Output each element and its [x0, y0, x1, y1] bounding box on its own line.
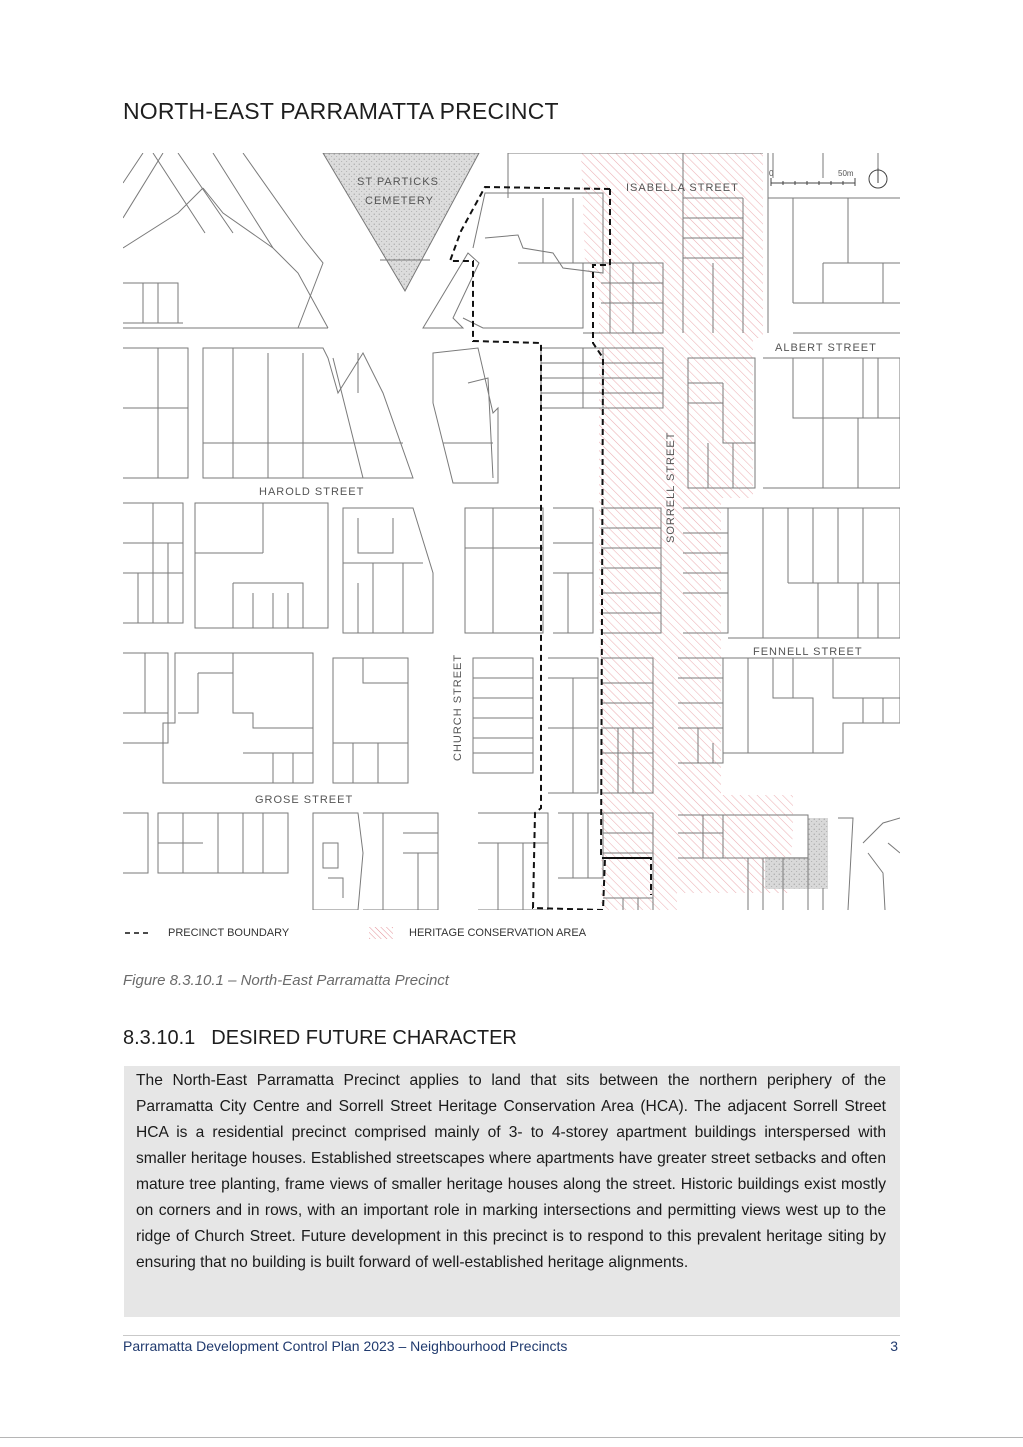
fennell-street-label: FENNELL STREET — [753, 646, 863, 658]
grose-street-label: GROSE STREET — [255, 794, 354, 806]
footer-page-number: 3 — [890, 1338, 898, 1354]
hatch-swatch-icon — [369, 927, 393, 939]
desired-character-box — [124, 1066, 900, 1317]
cemetery-label-line2: CEMETERY — [365, 195, 434, 207]
sorrell-street-label: SORRELL STREET — [665, 431, 677, 543]
page-bottom-divider — [0, 1437, 1023, 1438]
section-heading — [123, 1027, 517, 1050]
section-number: 8.3.10.1 — [123, 1027, 196, 1049]
footer-document-title: Parramatta Development Control Plan 2023 – Neighbourhood Precincts — [123, 1338, 568, 1354]
precinct-map — [123, 153, 900, 910]
isabella-street-label: ISABELLA STREET — [626, 182, 739, 194]
scale-bar-end-label: 50m — [838, 169, 854, 178]
albert-street-label: ALBERT STREET — [775, 342, 877, 354]
harold-street-label: HAROLD STREET — [259, 486, 365, 498]
page-title: NORTH-EAST PARRAMATTA PRECINCT — [123, 98, 559, 124]
figure-caption: Figure 8.3.10.1 – North-East Parramatta Precinct — [123, 972, 449, 989]
legend-precinct-boundary-label: PRECINCT BOUNDARY — [168, 927, 290, 939]
map-legend — [123, 927, 723, 947]
legend-heritage-area — [369, 927, 586, 939]
legend-precinct-boundary — [123, 927, 289, 939]
scale-bar-start-label: 0 — [769, 169, 774, 178]
cemetery-label-line1: ST PARTICKS — [357, 176, 439, 188]
north-arrow-icon — [869, 168, 887, 188]
dashed-line-icon — [123, 928, 153, 938]
footer-divider — [123, 1335, 900, 1336]
church-street-label: CHURCH STREET — [452, 653, 464, 761]
section-title: DESIRED FUTURE CHARACTER — [211, 1027, 517, 1049]
scale-bar — [771, 178, 855, 186]
heritage-conservation-area — [581, 153, 793, 910]
cemetery-area — [323, 153, 479, 291]
desired-character-text: The North-East Parramatta Precinct applies to land that sits between the northern periphery of the Parramatta City Centre and Sorrell Street Heritage Conservation Area (HCA). The adjacent Sorrell Street HCA is a residential precinct comprised mainly of 3- to 4-storey apartment buildings interspersed with smaller heritage houses. Established streetscapes where apartments have greater street setbacks and often mature tree planting, frame views of smaller heritage houses along the street. Historic buildings exist mostly on corners and in rows, with an important role in marking intersections and permitting views west up to the ridge of Church Street. Future development in this precinct is to respond to this prevalent heritage siting by ensuring that no building is built forward of well-established heritage alignments. — [136, 1072, 886, 1271]
legend-heritage-area-label: HERITAGE CONSERVATION AREA — [409, 927, 587, 939]
